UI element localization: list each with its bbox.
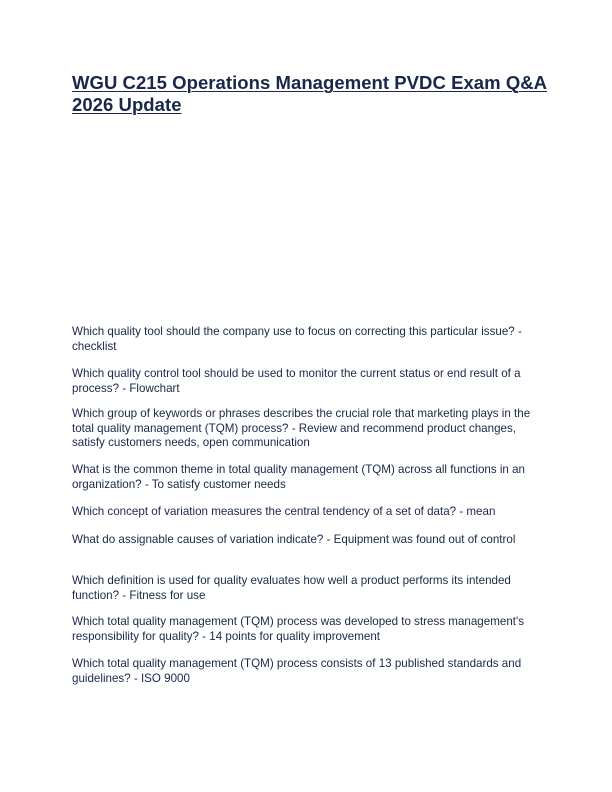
- qa-item: What do assignable causes of variation indicate? - Equipment was found out of control: [72, 533, 516, 546]
- qa-item: Which concept of variation measures the central tendency of a set of data? - mean: [72, 505, 496, 518]
- qa-item: Which group of keywords or phrases describes the crucial role that marketing plays in the total quality management (TQM) process? - Review and recommend product changes, satisfy customers needs, open communication: [72, 407, 531, 449]
- qa-item: Which quality tool should the company use to focus on correcting this particular issue? - checklist: [72, 325, 522, 353]
- qa-item: Which definition is used for quality evaluates how well a product performs its intended function? - Fitness for use: [72, 574, 511, 602]
- qa-item: Which total quality management (TQM) process was developed to stress management's responsibility for quality? - 14 points for quality improvement: [72, 615, 524, 643]
- qa-item: Which quality control tool should be used to monitor the current status or end result of a process? - Flowchart: [72, 367, 521, 395]
- qa-item: What is the common theme in total quality management (TQM) across all functions in an organization? - To satisfy customer needs: [72, 463, 525, 491]
- qa-item: Which total quality management (TQM) process consists of 13 published standards and guidelines? - ISO 9000: [72, 657, 522, 685]
- document-title: WGU C215 Operations Management PVDC Exam Q&A 2026 Update: [72, 72, 548, 115]
